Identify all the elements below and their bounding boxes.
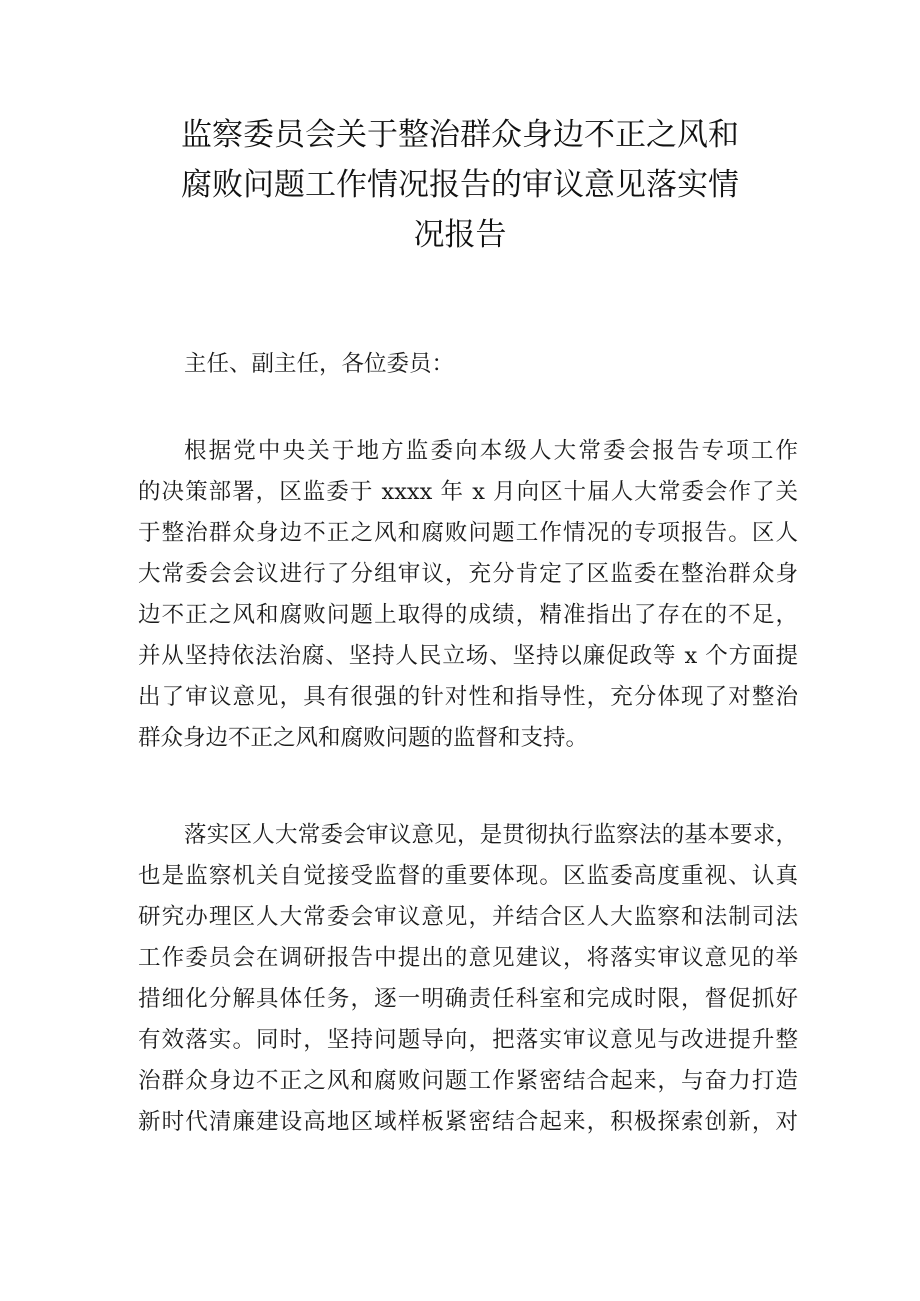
paragraph-line: 于整治群众身边不正之风和腐败问题工作情况的专项报告。区人	[138, 520, 798, 546]
salutation	[138, 344, 798, 385]
paragraph-line: 治群众身边不正之风和腐败问题工作紧密结合起来，与奋力打造	[138, 1068, 798, 1094]
paragraph-line: 出了审议意见，具有很强的针对性和指导性，充分体现了对整治	[138, 684, 798, 710]
document-title	[140, 110, 780, 260]
title-line: 监察委员会关于整治群众身边不正之风和	[181, 117, 739, 153]
paragraph-1	[138, 431, 798, 759]
paragraph-line: 措细化分解具体任务，逐一明确责任科室和完成时限，督促抓好	[138, 986, 798, 1012]
title-line: 况报告	[413, 217, 507, 253]
paragraph-line: 研究办理区人大常委会审议意见，并结合区人大监察和法制司法	[138, 904, 798, 930]
paragraph-line: 并从坚持依法治腐、坚持人民立场、坚持以廉促政等 x 个方面提	[138, 643, 798, 669]
paragraph-line: 工作委员会在调研报告中提出的意见建议，将落实审议意见的举	[138, 945, 798, 971]
paragraph-line: 大常委会会议进行了分组审议，充分肯定了区监委在整治群众身	[138, 561, 798, 587]
title-line: 腐败问题工作情况报告的审议意见落实情	[181, 167, 739, 203]
paragraph-line: 落实区人大常委会审议意见，是贯彻执行监察法的基本要求，	[184, 822, 798, 848]
paragraph-line: 群众身边不正之风和腐败问题的监督和支持。	[138, 725, 589, 751]
paragraph-line: 根据党中央关于地方监委向本级人大常委会报告专项工作	[184, 438, 798, 464]
paragraph-line: 有效落实。同时，坚持问题导向，把落实审议意见与改进提升整	[138, 1027, 798, 1053]
paragraph-line: 的决策部署，区监委于 xxxx 年 x 月向区十届人大常委会作了关	[138, 479, 798, 505]
paragraph-2	[138, 815, 798, 1143]
salutation-text: 主任、副主任，各位委员：	[184, 351, 455, 377]
paragraph-line: 边不正之风和腐败问题上取得的成绩，精准指出了存在的不足，	[138, 602, 798, 628]
paragraph-line: 也是监察机关自觉接受监督的重要体现。区监委高度重视、认真	[138, 863, 798, 889]
paragraph-line: 新时代清廉建设高地区域样板紧密结合起来，积极探索创新，对	[138, 1109, 798, 1135]
